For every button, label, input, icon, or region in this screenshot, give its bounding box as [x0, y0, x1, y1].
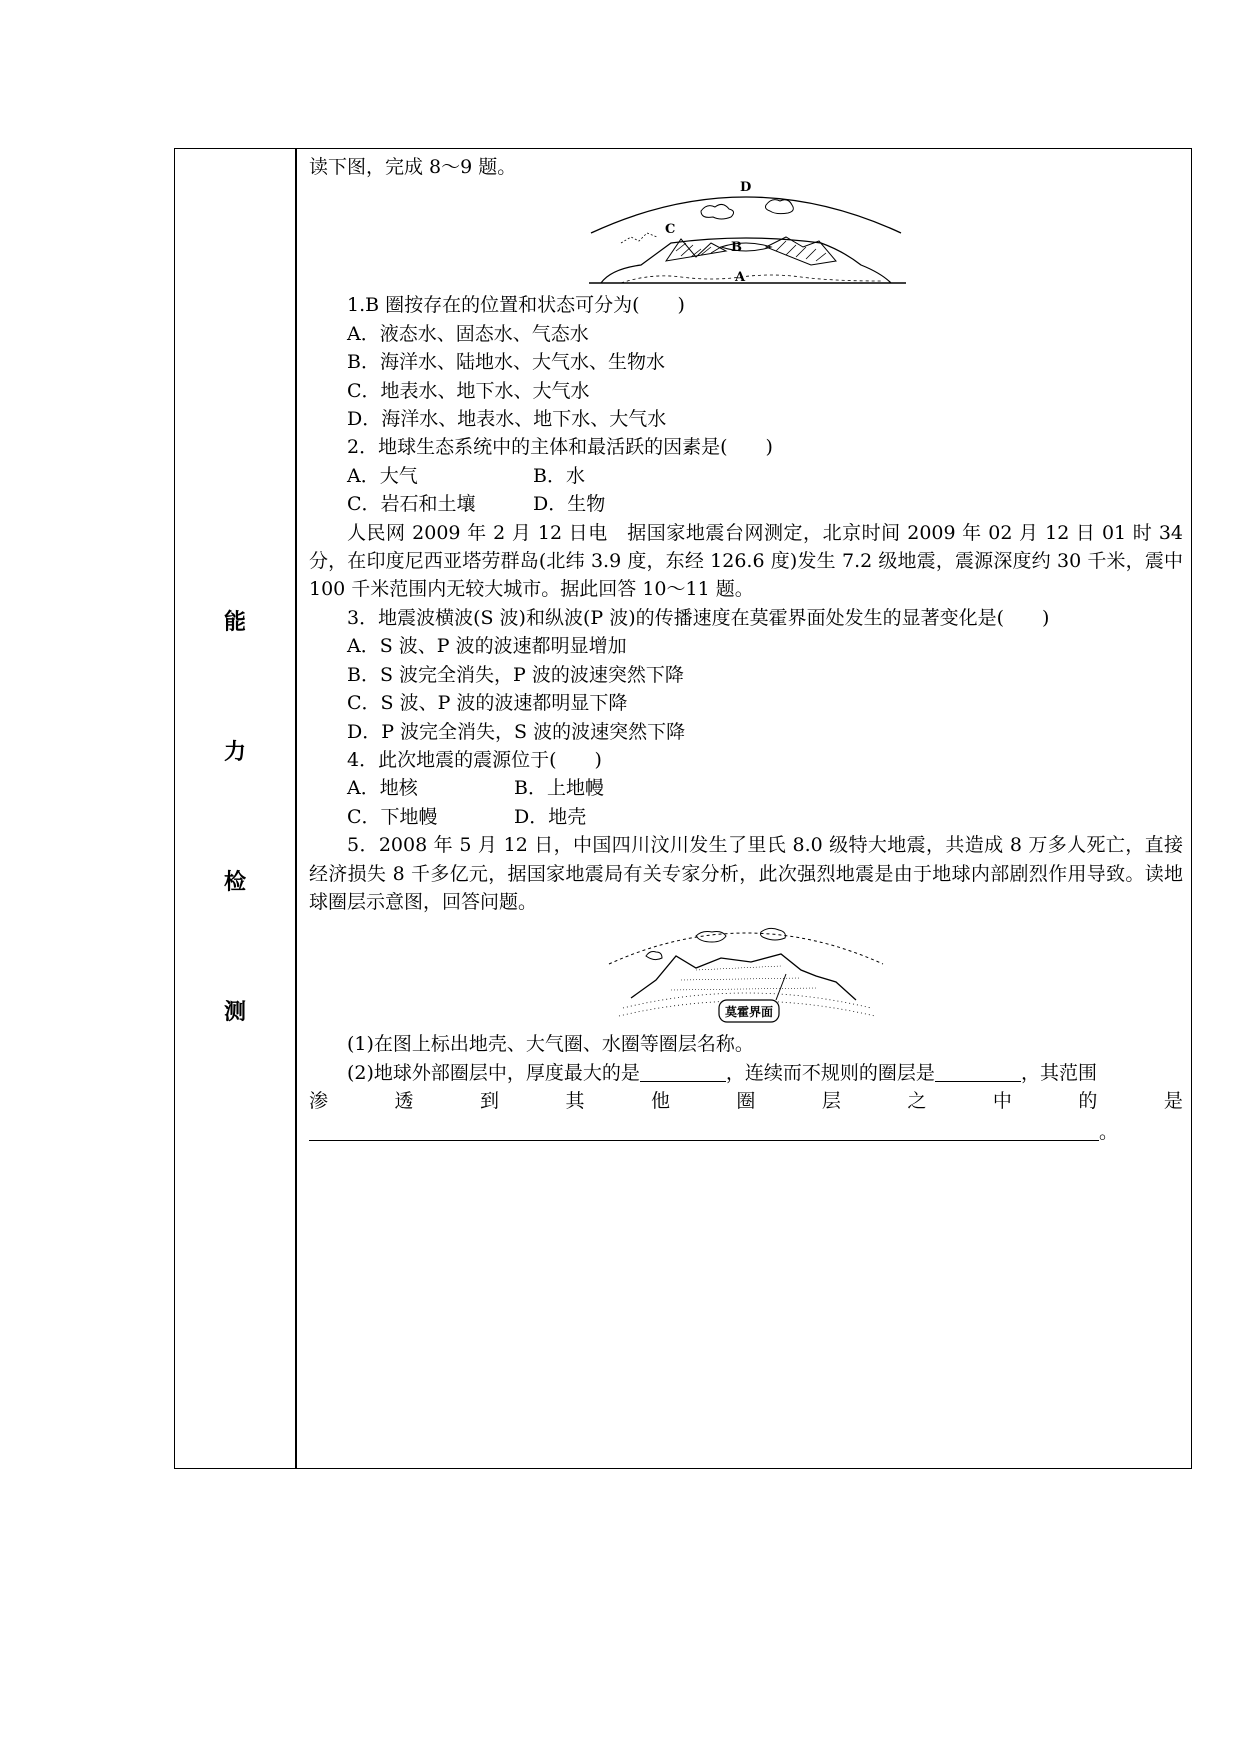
question-5-sub2 [309, 1059, 1183, 1087]
sub2-text-b: ，连续而不规则的圈层是 [725, 1061, 935, 1084]
question-4-options-row [309, 803, 1183, 831]
spread-char: 圈 [736, 1090, 756, 1113]
question-4-option: D．地壳 [514, 805, 587, 828]
side-char: 力 [223, 740, 246, 765]
news-passage: 人民网 2009 年 2 月 12 日电 据国家地震台网测定，北京时间 2009 年 02 月 12 日 01 时 34 分，在印度尼西亚塔劳群岛(北纬 3.9 度，东经 126.6 度)发生 7.2 级地震，震源深度约 30 千米，震中 100 千米范围内无较大城市。据此回答 10～11 题。 [309, 521, 1183, 601]
layers-diagram [601, 918, 891, 1030]
question-1-option: A．液态水、固态水、气态水 [347, 322, 589, 345]
question-2-options-row [309, 462, 1183, 490]
sub2-text-c: ，其范围 [1020, 1061, 1097, 1084]
question-4-option: B．上地幔 [514, 777, 604, 800]
question-3-option: C．S 波、P 波的波速都明显下降 [347, 692, 628, 715]
spread-char: 之 [907, 1090, 927, 1113]
end-mark: 。 [1099, 1120, 1119, 1143]
label-a: A [735, 270, 746, 286]
spread-char: 其 [565, 1090, 585, 1113]
intro-text: 读下图，完成 8～9 题。 [309, 156, 517, 178]
question-4-option: A．地核 [347, 777, 418, 800]
side-label-column [175, 149, 297, 1468]
question-3-option: A．S 波、P 波的波速都明显增加 [347, 635, 627, 658]
question-4-option: C．下地幔 [347, 805, 438, 828]
question-1-option: C．地表水、地下水、大气水 [347, 379, 590, 402]
question-4-stem: 4．此次地震的震源位于( ) [347, 748, 602, 771]
question-4-options-row [309, 774, 1183, 802]
question-2-options-row [309, 490, 1183, 518]
spread-char: 渗 [309, 1090, 329, 1113]
question-2-option: A．大气 [347, 464, 418, 487]
question-3-option: B．S 波完全消失，P 波的波速突然下降 [347, 663, 684, 686]
label-b: B [731, 240, 742, 256]
question-2-option: C．岩石和土壤 [347, 493, 476, 516]
question-2-stem: 2．地球生态系统中的主体和最活跃的因素是( ) [347, 436, 773, 459]
spread-char: 他 [650, 1090, 670, 1113]
spread-char: 层 [821, 1090, 841, 1113]
side-char: 测 [223, 1000, 246, 1025]
sub2-text-a: (2)地球外部圈层中，厚度最大的是 [347, 1061, 640, 1084]
question-1-stem: 1.B 圈按存在的位置和状态可分为( ) [347, 294, 685, 317]
spread-char: 中 [992, 1090, 1012, 1113]
question-1-option: D．海洋水、地表水、地下水、大气水 [347, 408, 667, 431]
side-char: 能 [223, 610, 246, 635]
question-5-sub1: (1)在图上标出地壳、大气圈、水圈等圈层名称。 [347, 1033, 754, 1056]
question-2-option: B．水 [533, 464, 585, 487]
answer-blank-thickest[interactable] [640, 1063, 726, 1082]
question-content [309, 153, 1183, 1146]
question-1-option: B．海洋水、陆地水、大气水、生物水 [347, 351, 665, 374]
question-3-option: D．P 波完全消失，S 波的波速突然下降 [347, 720, 686, 743]
side-char: 检 [223, 870, 246, 895]
answer-blank-irregular[interactable] [935, 1063, 1021, 1082]
spheres-figure [581, 181, 911, 291]
question-5-spread-line [309, 1087, 1183, 1115]
question-2-option: D．生物 [533, 493, 606, 516]
spheres-diagram [581, 181, 911, 291]
layers-figure [601, 918, 891, 1030]
spread-char: 的 [1078, 1090, 1098, 1113]
spread-char: 透 [394, 1090, 414, 1113]
moho-label: 莫霍界面 [724, 1005, 774, 1020]
question-5-stem: 5．2008 年 5 月 12 日，中国四川汶川发生了里氏 8.0 级特大地震，共造成 8 万多人死亡，直接经济损失 8 千多亿元，据国家地震局有关专家分析，此次强烈地震是由于地球内部剧烈作用导致。读地球圈层示意图，回答问题。 [309, 834, 1183, 913]
label-d: D [740, 181, 752, 196]
question-5-last-line [309, 1118, 1183, 1146]
answer-blank-permeates[interactable] [309, 1122, 1099, 1141]
spread-char: 是 [1163, 1090, 1183, 1113]
worksheet-table [174, 148, 1192, 1469]
question-3-stem: 3．地震波横波(S 波)和纵波(P 波)的传播速度在莫霍界面处发生的显著变化是( ) [347, 606, 1050, 629]
spread-char: 到 [479, 1090, 499, 1113]
label-c: C [665, 222, 676, 238]
